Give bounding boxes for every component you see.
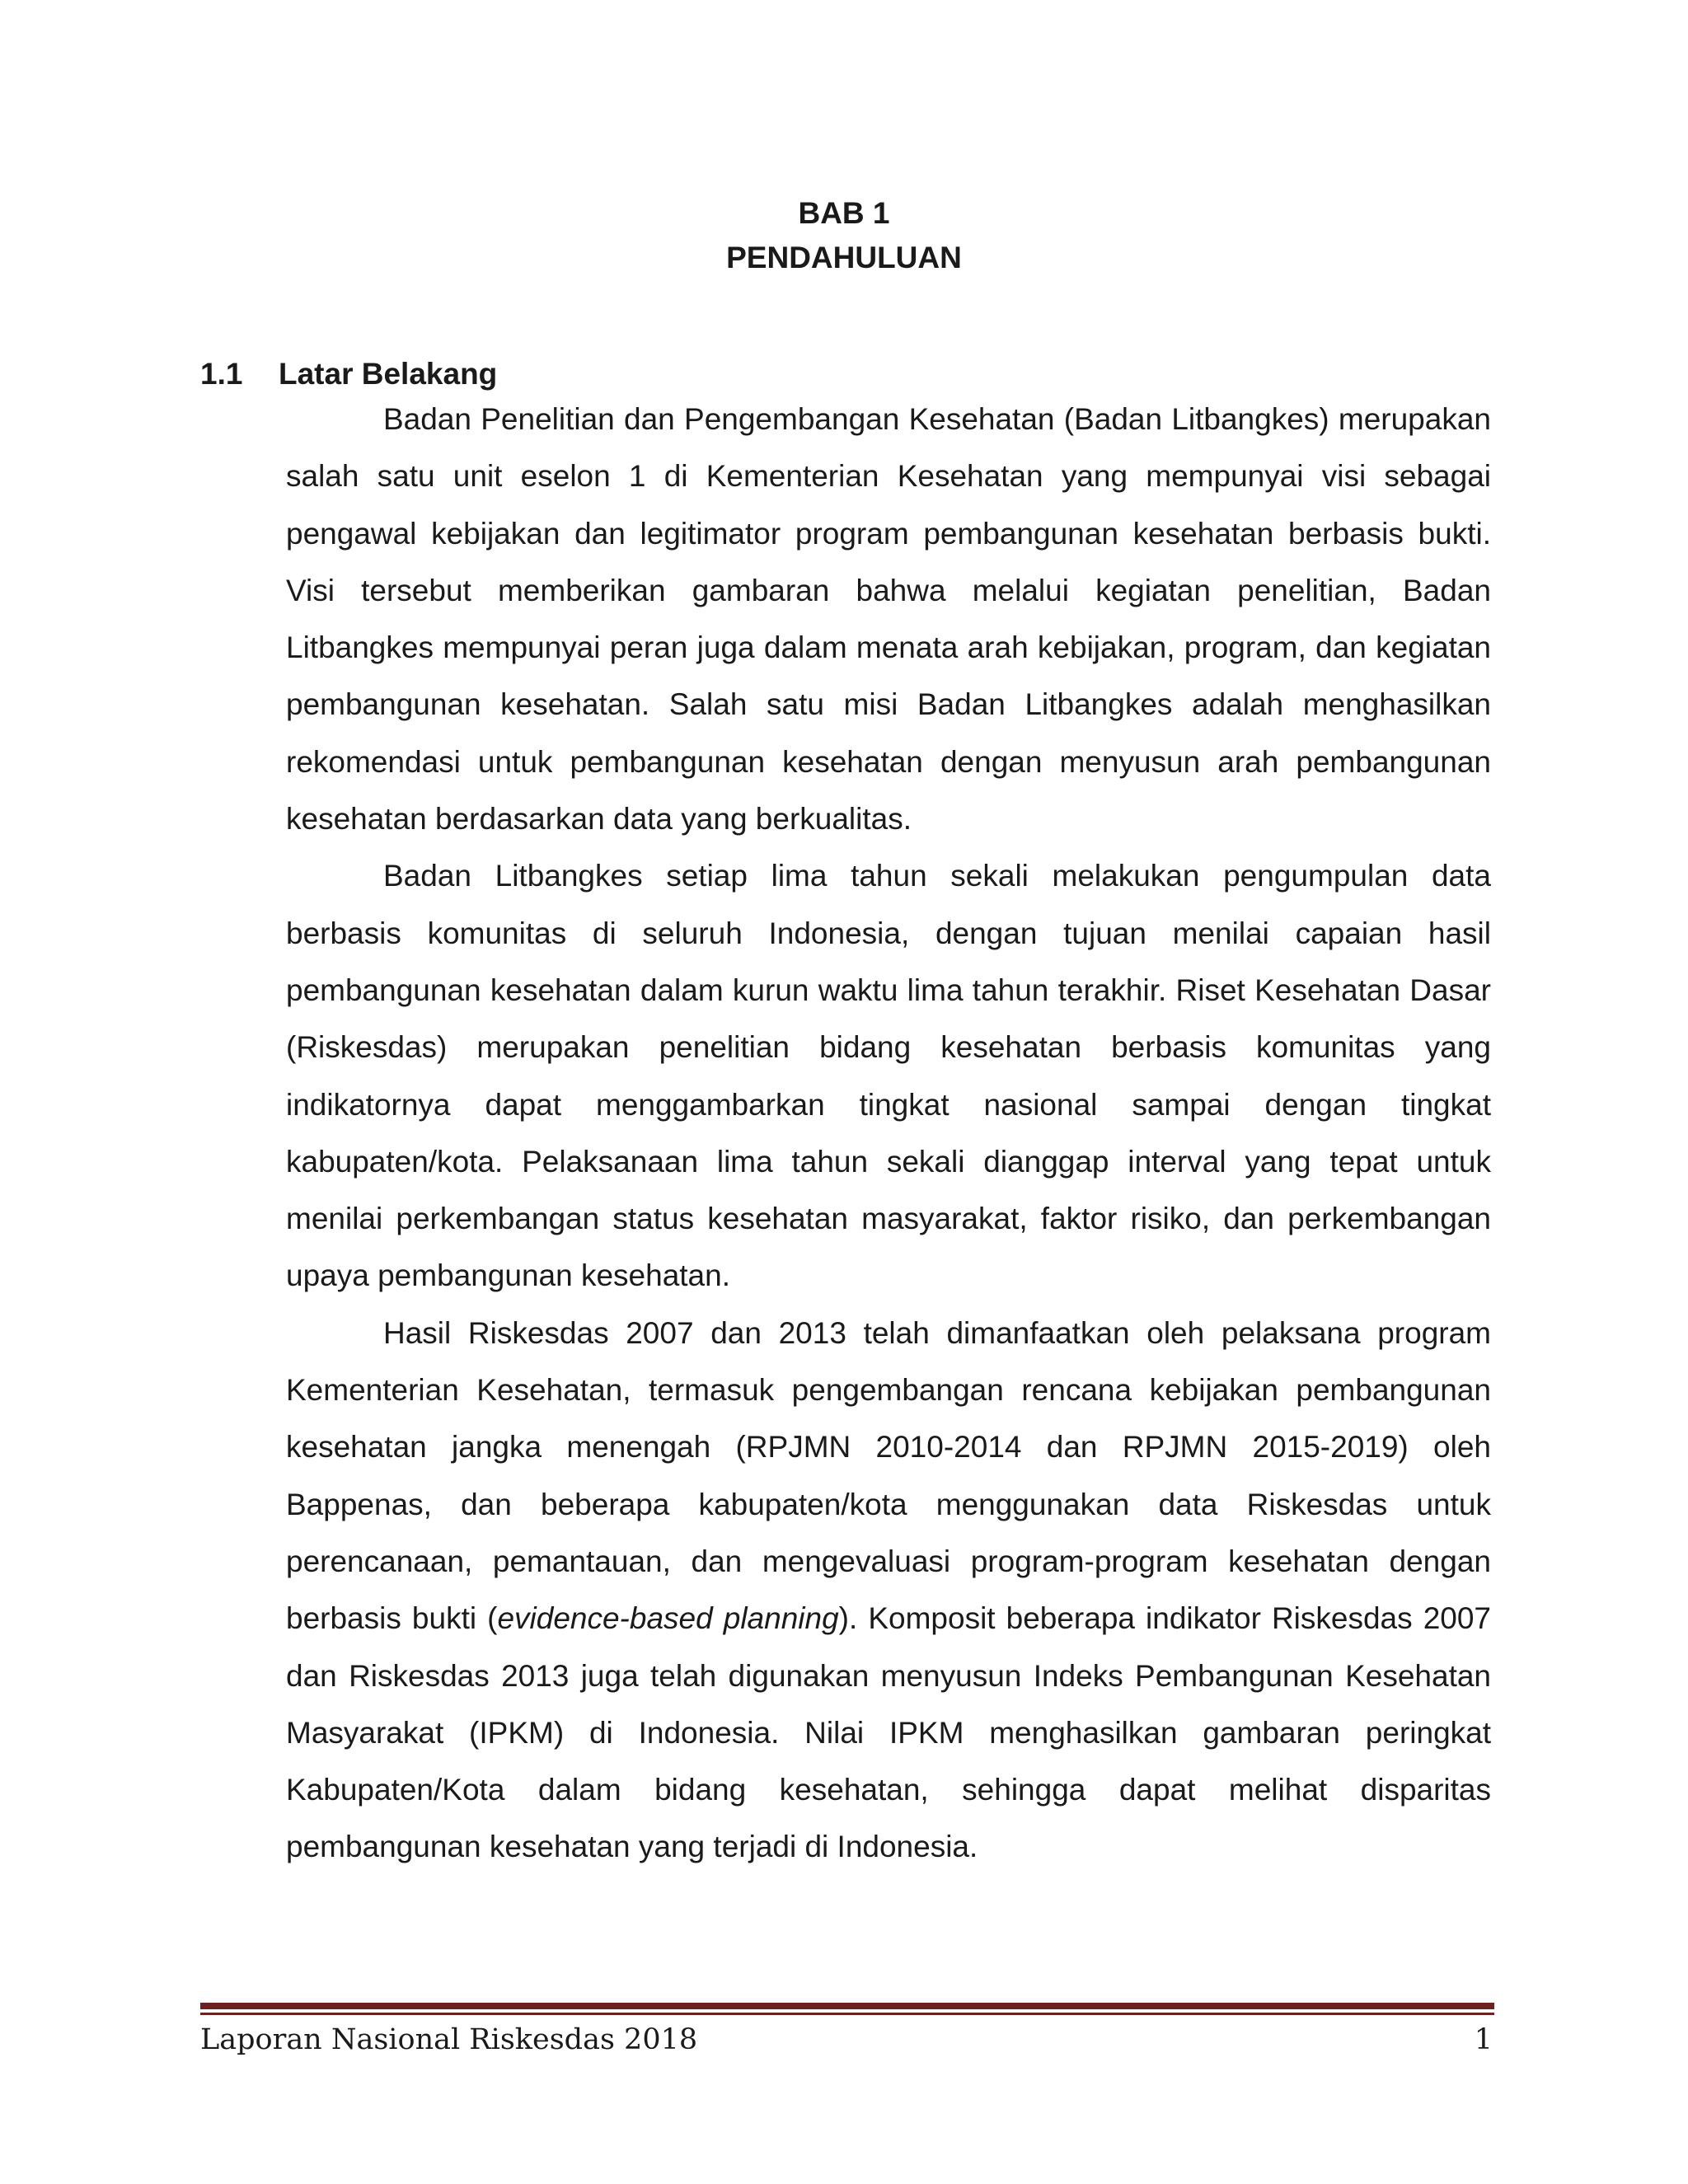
paragraph: Badan Penelitian dan Pengembangan Kesehatan (Badan Litbangkes) merupakan salah satu unit eselon 1 di Kementerian Kesehatan yang mempunyai visi sebagai pengawal kebijakan dan legitimator program pembangunan kesehatan berbasis bukti. Visi tersebut memberikan gambaran bahwa melalui kegiatan penelitian, Badan Litbangkes mempunyai peran juga dalam menata arah kebijakan, program, dan kegiatan pembangunan kesehatan. Salah satu misi Badan Litbangkes adalah menghasilkan rekomendasi untuk pembangunan kesehatan dengan menyusun arah pembangunan kesehatan berdasarkan data yang berkualitas. [286, 402, 1491, 837]
section-number: 1.1 [200, 357, 243, 391]
chapter-title: PENDAHULUAN [726, 241, 962, 274]
chapter-heading [0, 191, 1688, 280]
footer-rule-thick [200, 2003, 1494, 2009]
paragraph-text: Hasil Riskesdas 2007 dan 2013 telah dimanfaatkan oleh pelaksana program Kementerian Kesehatan, termasuk pengembangan rencana kebijakan pembangunan kesehatan jangka menengah (RPJMN 2010-2014 dan RPJMN 2015-2019) oleh Bappenas, dan beberapa kabupaten/kota menggunakan data Riskesdas untuk perencanaan, pemantauan, dan mengevaluasi program-program kesehatan dengan berbasis bukti ( [286, 1315, 1491, 1636]
paragraph: Badan Litbangkes setiap lima tahun sekali melakukan pengumpulan data berbasis komunitas di seluruh Indonesia, dengan tujuan menilai capaian hasil pembangunan kesehatan dalam kurun waktu lima tahun terakhir. Riset Kesehatan Dasar (Riskesdas) merupakan penelitian bidang kesehatan berbasis komunitas yang indikatornya dapat menggambarkan tingkat nasional sampai dengan tingkat kabupaten/kota. Pelaksanaan lima tahun sekali dianggap interval yang tepat untuk menilai perkembangan status kesehatan masyarakat, faktor risiko, dan perkembangan upaya pembangunan kesehatan. [286, 859, 1491, 1293]
paragraph [286, 1305, 1491, 1876]
footer-rule-thin [200, 2013, 1494, 2015]
paragraph-text: ). Komposit beberapa indikator Riskesdas 2007 dan Riskesdas 2013 juga telah digunakan menyusun Indeks Pembangunan Kesehatan Masyarakat (IPKM) di Indonesia. Nilai IPKM menghasilkan gambaran peringkat Kabupaten/Kota dalam bidang kesehatan, sehingga dapat melihat disparitas pembangunan kesehatan yang terjadi di Indonesia. [286, 1601, 1492, 1864]
body-text [286, 391, 1491, 1876]
chapter-label: BAB 1 [798, 196, 890, 230]
page-number: 1 [1474, 2023, 1493, 2056]
section-title: Latar Belakang [279, 357, 498, 391]
footer-report-title: Laporan Nasional Riskesdas 2018 [200, 2023, 698, 2056]
emphasis-text: evidence-based planning [497, 1601, 839, 1636]
section-heading [200, 353, 497, 396]
